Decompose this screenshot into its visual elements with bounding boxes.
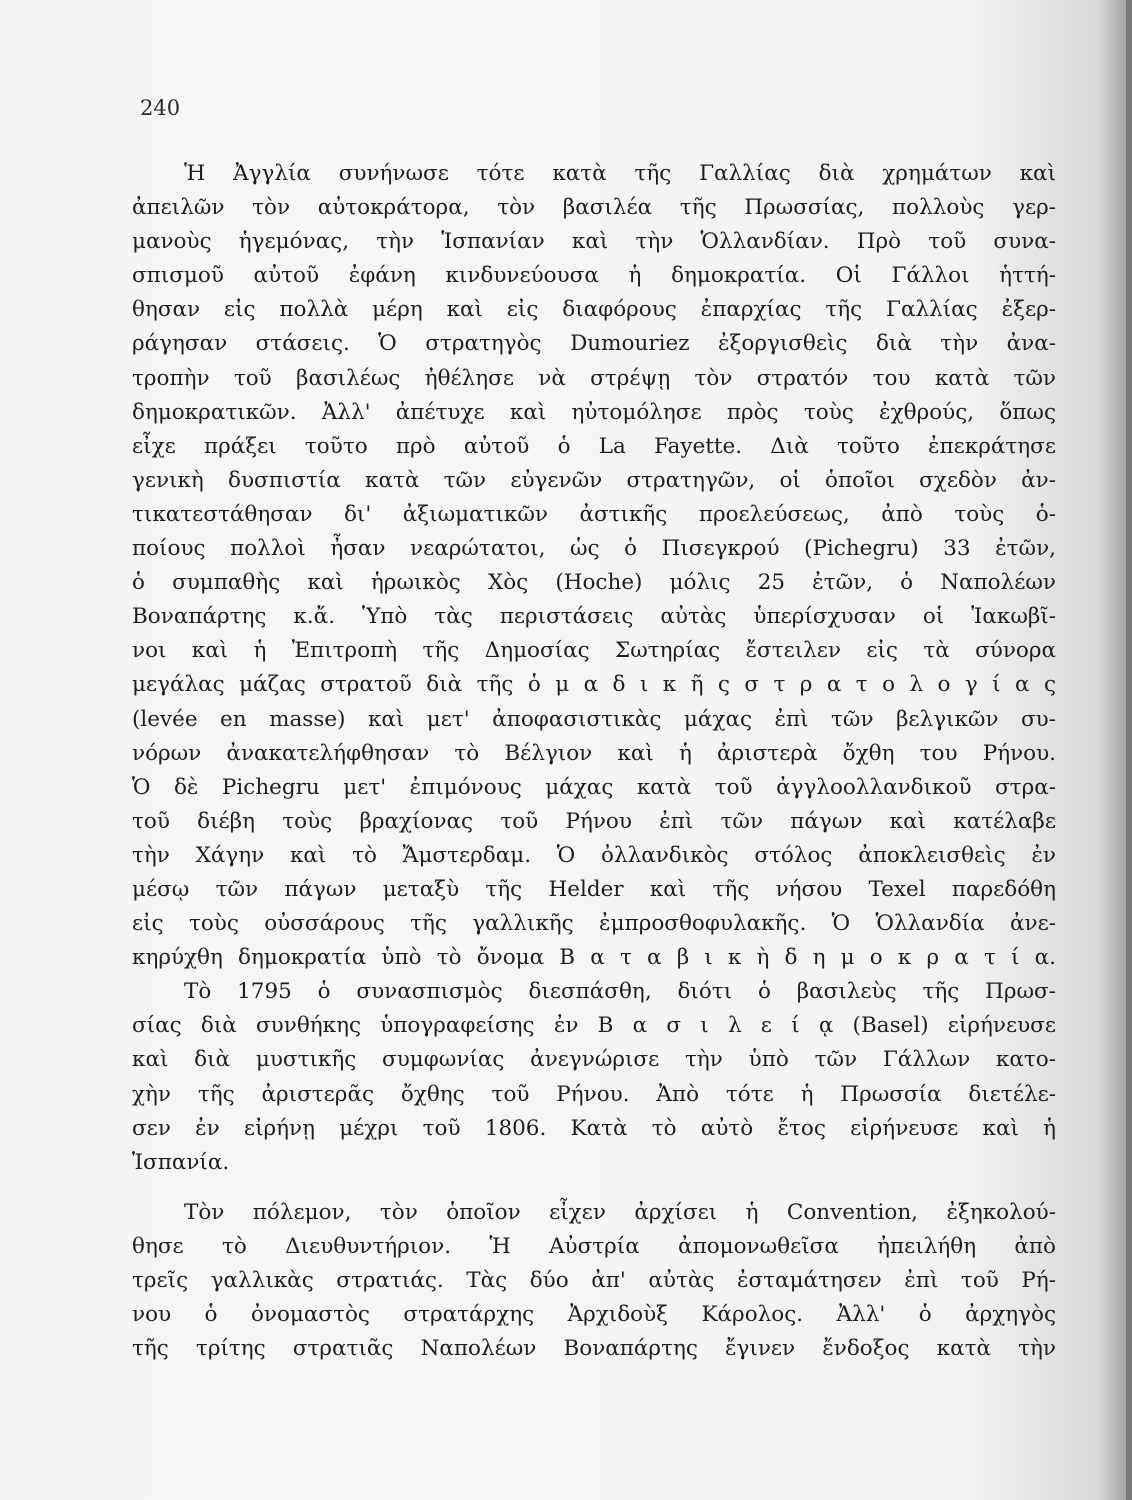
text-line: σεν ἐν εἰρήνῃ μέχρι τοῦ 1806. Κατὰ τὸ αὐτὸ ἔτος εἰρήνευσε καὶ ἡ <box>132 1115 1056 1141</box>
text-line: νοι καὶ ἡ Ἐπιτροπὴ τῆς Δημοσίας Σωτηρίας ἔστειλεν εἰς τὰ σύνορα <box>132 638 1056 664</box>
text-line: ἀπειλῶν τὸν αὐτοκράτορα, τὸν βασιλέα τῆς Πρωσσίας, πολλοὺς γερ- <box>132 195 1056 221</box>
text-line: κηρύχθη δημοκρατία ὑπὸ τὸ ὄνομα Β α τ α β ι κ ὴ δ η μ ο κ ρ α τ ί α. <box>132 945 1056 971</box>
text-line: σπισμοῦ αὐτοῦ ἐφάνη κινδυνεύουσα ἡ δημοκρατία. Οἱ Γάλλοι ἡττή- <box>132 263 1056 289</box>
text-line: Ὁ δὲ Pichegru μετ' ἐπιμόνους μάχας κατὰ τοῦ ἀγγλοολλανδικοῦ στρα- <box>132 774 1056 800</box>
text-line: τικατεστάθησαν δι' ἀξιωματικῶν ἀστικῆς προελεύσεως, ἀπὸ τοὺς ὁ- <box>132 501 1056 527</box>
paragraph-gap <box>132 1180 1056 1196</box>
text-line: Τὸν πόλεμον, τὸν ὁποῖον εἶχεν ἀρχίσει ἡ Convention, ἐξηκολού- <box>184 1199 1056 1225</box>
text-line: χὴν τῆς ἀριστερᾶς ὄχθης τοῦ Ρήνου. Ἀπὸ τότε ἡ Πρωσσία διετέλε- <box>132 1081 1056 1107</box>
text-line: καὶ διὰ μυστικῆς συμφωνίας ἀνεγνώρισε τὴν ὑπὸ τῶν Γάλλων κατο- <box>132 1047 1056 1073</box>
page-body-text <box>132 157 1056 1366</box>
text-line: μανοὺς ἡγεμόνας, τὴν Ἱσπανίαν καὶ τὴν Ὁλλανδίαν. Πρὸ τοῦ συνα- <box>132 229 1056 255</box>
text-line: νόρων ἀνακατελήφθησαν τὸ Βέλγιον καὶ ἡ ἀριστερὰ ὄχθη του Ρήνου. <box>132 740 1056 766</box>
text-line: νου ὁ ὀνομαστὸς στρατάρχης Ἀρχιδοὺξ Κάρολος. Ἀλλ' ὁ ἀρχηγὸς <box>132 1302 1056 1328</box>
text-line: θησαν εἰς πολλὰ μέρη καὶ εἰς διαφόρους ἐπαρχίας τῆς Γαλλίας ἐξερ- <box>132 297 1056 323</box>
text-line: τὴν Χάγην καὶ τὸ Ἄμστερδαμ. Ὁ ὀλλανδικὸς στόλος ἀποκλεισθεὶς ἐν <box>132 842 1056 868</box>
paragraph-1 <box>132 157 1056 975</box>
page-number: 240 <box>140 96 181 120</box>
text-line: θησε τὸ Διευθυντήριον. Ἡ Αὐστρία ἀπομονωθεῖσα ἠπειλήθη ἀπὸ <box>132 1233 1056 1259</box>
text-line: γενικὴ δυσπιστία κατὰ τῶν εὐγενῶν στρατηγῶν, οἱ ὁποῖοι σχεδὸν ἀν- <box>132 467 1056 493</box>
text-line: Ἡ Ἀγγλία συνήνωσε τότε κατὰ τῆς Γαλλίας διὰ χρημάτων καὶ <box>184 161 1056 186</box>
text-line: ράγησαν στάσεις. Ὁ στρατηγὸς Dumouriez ἐξοργισθεὶς διὰ τὴν ἀνα- <box>132 331 1056 357</box>
text-line: τοῦ διέβη τοὺς βραχίονας τοῦ Ρήνου ἐπὶ τῶν πάγων καὶ κατέλαβε <box>132 808 1056 834</box>
text-line: τρεῖς γαλλικὰς στρατιάς. Τὰς δύο ἀπ' αὐτὰς ἐσταμάτησεν ἐπὶ τοῦ Ρή- <box>132 1268 1056 1293</box>
text-line: σίας διὰ συνθήκης ὑπογραφείσης ἐν Β α σ ι λ ε ί ᾳ (Basel) εἰρήνευσε <box>132 1013 1056 1039</box>
text-line: τῆς τρίτης στρατιᾶς Ναπολέων Βοναπάρτης ἔγινεν ἔνδοξος κατὰ τὴν <box>132 1336 1056 1362</box>
text-line: (levée en masse) καὶ μετ' ἀποφασιστικὰς μάχας ἐπὶ τῶν βελγικῶν συ- <box>132 706 1056 732</box>
page-edge-shadow <box>1126 0 1132 1500</box>
text-line: μέσῳ τῶν πάγων μεταξὺ τῆς Helder καὶ τῆς νήσου Texel παρεδόθη <box>132 876 1056 902</box>
paragraph-2 <box>132 975 1056 1180</box>
text-line: δημοκρατικῶν. Ἀλλ' ἀπέτυχε καὶ ηὐτομόλησε πρὸς τοὺς ἐχθρούς, ὅπως <box>132 399 1056 425</box>
text-line: εἶχε πράξει τοῦτο πρὸ αὐτοῦ ὁ La Fayette. Διὰ τοῦτο ἐπεκράτησε <box>132 433 1056 459</box>
text-line: εἰς τοὺς οὐσσάρους τῆς γαλλικῆς ἐμπροσθοφυλακῆς. Ὁ Ὁλλανδία ἀνε- <box>132 911 1056 937</box>
text-line: μεγάλας μάζας στρατοῦ διὰ τῆς ὁ μ α δ ι κ ῆ ς σ τ ρ α τ ο λ ο γ ί α ς <box>132 672 1056 698</box>
text-line: Βοναπάρτης κ.ἄ. Ὑπὸ τὰς περιστάσεις αὐτὰς ὑπερίσχυσαν οἱ Ἰακωβῖ- <box>132 604 1056 630</box>
text-line: ποίους πολλοὶ ἦσαν νεαρώτατοι, ὡς ὁ Πισεγκρού (Pichegru) 33 ἐτῶν, <box>132 536 1056 562</box>
paragraph-3 <box>132 1196 1056 1366</box>
text-line: τροπὴν τοῦ βασιλέως ἠθέλησε νὰ στρέψῃ τὸν στρατόν του κατὰ τῶν <box>132 365 1056 391</box>
text-line: Τὸ 1795 ὁ συνασπισμὸς διεσπάσθη, διότι ὁ βασιλεὺς τῆς Πρωσ- <box>184 979 1056 1005</box>
text-line: ὁ συμπαθὴς καὶ ἡρωικὸς Χὸς (Hoche) μόλις 25 ἐτῶν, ὁ Ναπολέων <box>132 570 1056 596</box>
text-line: Ἱσπανία. <box>132 1149 230 1175</box>
